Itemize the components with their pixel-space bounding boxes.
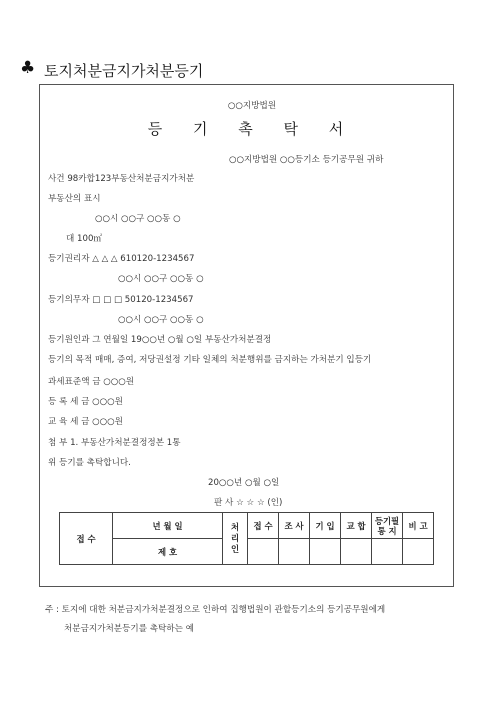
case-line: 사건 98카합123부동산처분금지가처분 — [48, 174, 195, 184]
cause-date: 등기원인과 그 연월일 19○○년 ○월 ○일 부동산가처분결정 — [48, 335, 272, 345]
registration-tax: 등 록 세 금 ○○○원 — [48, 397, 123, 407]
document-heading: 등 기 촉 탁 서 — [147, 120, 357, 138]
col-collation: 교 합 — [341, 513, 372, 539]
col-notice: 등기필 통 지 — [372, 513, 403, 539]
property-address: ○○시 ○○구 ○○동 ○ — [95, 214, 181, 224]
document-date: 20○○년 ○월 ○일 — [208, 478, 280, 488]
request-text: 위 등기를 촉탁합니다. — [48, 458, 131, 468]
number-cell: 제 호 — [113, 539, 223, 565]
col-remarks: 비 고 — [403, 513, 434, 539]
reception-header: 접 수 — [60, 513, 113, 565]
judge-signature: 판 사 ☆ ☆ ☆ (인) — [214, 498, 283, 508]
blank-cell — [248, 539, 279, 565]
property-label: 부동산의 표시 — [48, 194, 101, 204]
purpose: 등기의 목적 매매, 증여, 저당권설정 기타 일체의 처분행위를 금지하는 가처분기 입등기 — [48, 355, 372, 365]
right-holder: 등기권리자 △ △ △ 610120-1234567 — [48, 254, 195, 264]
obligor: 등기의무자 □ □ □ 50120-1234567 — [48, 295, 194, 305]
footnote-line2: 처분금지가처분등기를 촉탁하는 예 — [64, 624, 194, 634]
footnote-line1: 주 : 토지에 대한 처분금지가처분결정으로 인하여 집행법원이 관할등기소의 등기공무원에게 — [45, 605, 386, 615]
tax-base: 과세표준액 금 ○○○원 — [48, 377, 135, 387]
col-reception: 접 수 — [248, 513, 279, 539]
blank-cell — [279, 539, 310, 565]
processor-header: 처 리 인 — [223, 513, 248, 565]
col-entry: 기 입 — [310, 513, 341, 539]
right-holder-address: ○○시 ○○구 ○○동 ○ — [118, 274, 204, 284]
obligor-address: ○○시 ○○구 ○○동 ○ — [118, 315, 204, 325]
blank-cell — [310, 539, 341, 565]
court-name: ○○지방법원 — [227, 101, 277, 111]
education-tax: 교 육 세 금 ○○○원 — [48, 417, 123, 427]
blank-cell — [372, 539, 403, 565]
page-title: 토지처분금지가처분등기 — [44, 62, 204, 80]
blank-cell — [341, 539, 372, 565]
club-icon: ♣ — [20, 58, 36, 78]
attachment: 첨 부 1. 부동산가처분결정정본 1통 — [48, 438, 181, 448]
property-area: 대 100㎡ — [66, 234, 103, 244]
col-inspection: 조 사 — [279, 513, 310, 539]
blank-cell — [403, 539, 434, 565]
addressee: ○○지방법원 ○○등기소 등기공무원 귀하 — [229, 155, 384, 165]
ymd-cell: 년 월 일 — [113, 513, 223, 539]
registration-table — [59, 512, 434, 565]
